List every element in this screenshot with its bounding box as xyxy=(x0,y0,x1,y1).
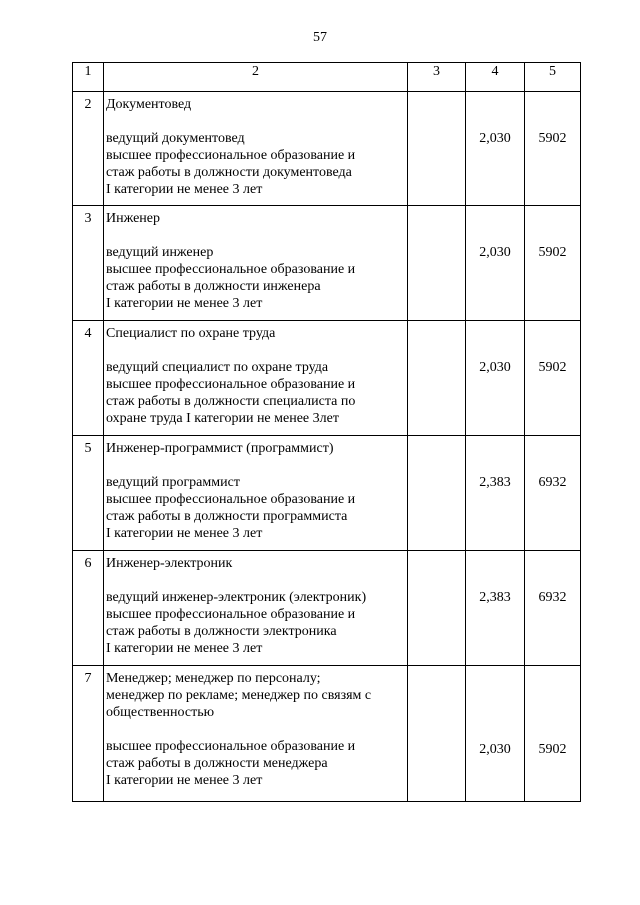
row-number: 3 xyxy=(73,206,104,321)
coefficient-cell xyxy=(466,206,525,321)
row-number: 5 xyxy=(73,436,104,551)
column-3-cell xyxy=(408,551,466,666)
position-cell xyxy=(104,436,408,551)
position-cell xyxy=(104,321,408,436)
column-3-cell xyxy=(408,436,466,551)
salary-value: 5902 xyxy=(538,131,567,146)
position-cell xyxy=(104,206,408,321)
salary-cell xyxy=(525,206,581,321)
column-header-2: 2 xyxy=(104,63,408,92)
position-title: Инженер xyxy=(106,211,161,226)
position-title: Инженер-программист (программист) xyxy=(106,441,334,456)
table-row xyxy=(73,206,581,321)
coefficient-cell xyxy=(466,321,525,436)
position-detail: ведущий инженер-электроник (электроник) высшее профессиональное образование и стаж работы в должности электроника I категории не менее 3 лет xyxy=(106,590,367,656)
coefficient-cell xyxy=(466,666,525,802)
page-number: 57 xyxy=(313,30,327,45)
row-number: 4 xyxy=(73,321,104,436)
coefficient-value: 2,030 xyxy=(479,245,511,260)
table-row xyxy=(73,321,581,436)
position-title: Документовед xyxy=(106,97,192,112)
position-cell xyxy=(104,92,408,206)
column-3-cell xyxy=(408,92,466,206)
coefficient-value: 2,030 xyxy=(479,742,511,757)
column-3-cell xyxy=(408,666,466,802)
position-title: Инженер-электроник xyxy=(106,556,233,571)
position-title: Специалист по охране труда xyxy=(106,326,276,341)
table-row xyxy=(73,666,581,802)
coefficient-value: 2,030 xyxy=(479,360,511,375)
column-header-5: 5 xyxy=(525,63,581,92)
table-header-row xyxy=(73,63,581,92)
column-header-1: 1 xyxy=(73,63,104,92)
coefficient-value: 2,030 xyxy=(479,131,511,146)
salary-cell xyxy=(525,321,581,436)
salary-cell xyxy=(525,92,581,206)
position-cell xyxy=(104,666,408,802)
positions-table xyxy=(72,62,581,802)
position-detail: ведущий программист высшее профессиональное образование и стаж работы в должности программиста I категории не менее 3 лет xyxy=(106,475,356,541)
column-header-3: 3 xyxy=(408,63,466,92)
column-3-cell xyxy=(408,206,466,321)
salary-value: 6932 xyxy=(538,475,567,490)
position-detail: ведущий специалист по охране труда высшее профессиональное образование и стаж работы в должности специалиста по охране труда I категории не менее 3лет xyxy=(106,360,356,426)
row-number: 2 xyxy=(73,92,104,206)
table-row xyxy=(73,551,581,666)
position-detail: ведущий инженер высшее профессиональное образование и стаж работы в должности инженера I категории не менее 3 лет xyxy=(106,245,356,311)
row-number: 6 xyxy=(73,551,104,666)
position-detail: ведущий документовед высшее профессиональное образование и стаж работы в должности документоведа I категории не менее 3 лет xyxy=(106,131,356,197)
salary-cell xyxy=(525,436,581,551)
table-row xyxy=(73,436,581,551)
column-3-cell xyxy=(408,321,466,436)
coefficient-value: 2,383 xyxy=(479,475,511,490)
salary-value: 5902 xyxy=(538,245,567,260)
salary-cell xyxy=(525,666,581,802)
position-title: Менеджер; менеджер по персоналу; менеджер по рекламе; менеджер по связям с общественностью xyxy=(106,671,372,720)
position-cell xyxy=(104,551,408,666)
coefficient-cell xyxy=(466,92,525,206)
row-number: 7 xyxy=(73,666,104,802)
position-detail: высшее профессиональное образование и стаж работы в должности менеджера I категории не менее 3 лет xyxy=(106,739,356,788)
salary-value: 5902 xyxy=(538,360,567,375)
coefficient-value: 2,383 xyxy=(479,590,511,605)
coefficient-cell xyxy=(466,436,525,551)
coefficient-cell xyxy=(466,551,525,666)
table-row xyxy=(73,92,581,206)
salary-value: 6932 xyxy=(538,590,567,605)
column-header-4: 4 xyxy=(466,63,525,92)
salary-cell xyxy=(525,551,581,666)
salary-value: 5902 xyxy=(538,742,567,757)
